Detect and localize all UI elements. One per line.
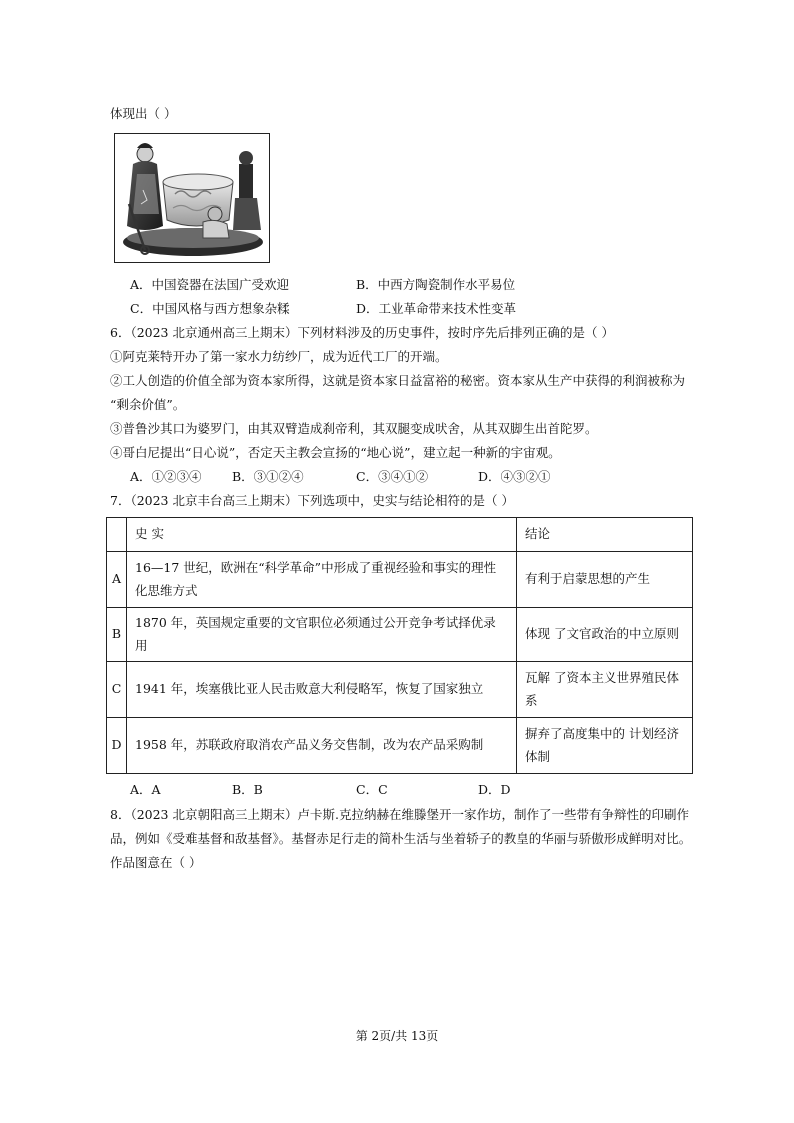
table-row: [107, 662, 693, 718]
q6-item-2: ②工人创造的价值全部为资本家所得，这就是资本家日益富裕的秘密。资本家从生产中获得的利润被称为: [110, 373, 686, 388]
row-letter: D: [107, 718, 127, 774]
q8-stem-line-1: 8．（2023 北京朝阳高三上期末）卢卡斯.克拉纳赫在维滕堡开一家作坊，制作了一些带有争辩性的印刷作: [110, 807, 689, 822]
row-fact: 1941 年，埃塞俄比亚人民击败意大利侵略军，恢复了国家独立: [127, 662, 517, 718]
q5-option-b: B．中西方陶瓷制作水平易位: [356, 277, 516, 292]
q5-option-c: C．中国风格与西方想象杂糅: [130, 301, 290, 316]
row-fact: 1958 年，苏联政府取消农产品义务交售制，改为农产品采购制: [127, 718, 517, 774]
table-header-fact: 史 实: [127, 518, 517, 552]
table-header-conclusion: 结论: [517, 518, 693, 552]
q7-option-a: A．A: [130, 782, 161, 797]
row-conclusion: 有利于启蒙思想的产生: [517, 552, 693, 608]
q6-item-3: ③普鲁沙其口为婆罗门，由其双臂造成刹帝利，其双腿变成吠舍，从其双脚生出首陀罗。: [110, 421, 598, 436]
row-conclusion: 瓦解 了资本主义世界殖民体系: [517, 662, 693, 718]
row-fact: 1870 年，英国规定重要的文官职位必须通过公开竞争考试择优录用: [127, 608, 517, 662]
q6-option-a: A．①②③④: [130, 469, 202, 484]
porcelain-figurine-illustration: [115, 134, 269, 262]
q7-stem: 7．（2023 北京丰台高三上期末）下列选项中，史实与结论相符的是（ ）: [110, 493, 514, 508]
q6-item-1: ①阿克莱特开办了第一家水力纺纱厂，成为近代工厂的开端。: [110, 349, 448, 364]
row-letter: B: [107, 608, 127, 662]
row-letter: C: [107, 662, 127, 718]
q5-option-a: A．中国瓷器在法国广受欢迎: [130, 277, 290, 292]
row-conclusion: 体现 了文官政治的中立原则: [517, 608, 693, 662]
table-row: [107, 608, 693, 662]
row-conclusion: 摒弃了高度集中的 计划经济体制: [517, 718, 693, 774]
q7-option-b: B．B: [232, 782, 263, 797]
q7-option-d: D．D: [478, 782, 511, 797]
q7-table: [106, 517, 693, 774]
porcelain-figurine-image: [114, 133, 270, 263]
table-row: [107, 718, 693, 774]
row-fact: 16—17 世纪，欧洲在“科学革命”中形成了重视经验和事实的理性化思维方式: [127, 552, 517, 608]
q6-option-c: C．③④①②: [356, 469, 429, 484]
page-footer: 第 2页/共 13页: [355, 1029, 439, 1043]
table-row: [107, 552, 693, 608]
row-letter: A: [107, 552, 127, 608]
q6-item-4: ④哥白尼提出“日心说”，否定天主教会宣扬的“地心说”，建立起一种新的宇宙观。: [110, 445, 561, 460]
q6-option-b: B．③①②④: [232, 469, 304, 484]
q8-stem-line-2: 品，例如《受难基督和敌基督》。基督赤足行走的简朴生活与坐着轿子的教皇的华丽与骄傲形成鲜明对比。: [110, 831, 692, 846]
q6-stem: 6．（2023 北京通州高三上期末）下列材料涉及的历史事件，按时序先后排列正确的是（ ）: [110, 325, 614, 340]
q6-option-d: D．④③②①: [478, 469, 551, 484]
q6-item-2-cont: “剩余价值”。: [110, 397, 186, 412]
table-header-blank: [107, 518, 127, 552]
q5-stem-tail: 体现出（ ）: [110, 106, 177, 121]
q5-option-d: D．工业革命带来技术性变革: [356, 301, 517, 316]
q7-option-c: C．C: [356, 782, 388, 797]
table-header-row: [107, 518, 693, 552]
q8-stem-line-3: 作品图意在（ ）: [110, 855, 202, 870]
